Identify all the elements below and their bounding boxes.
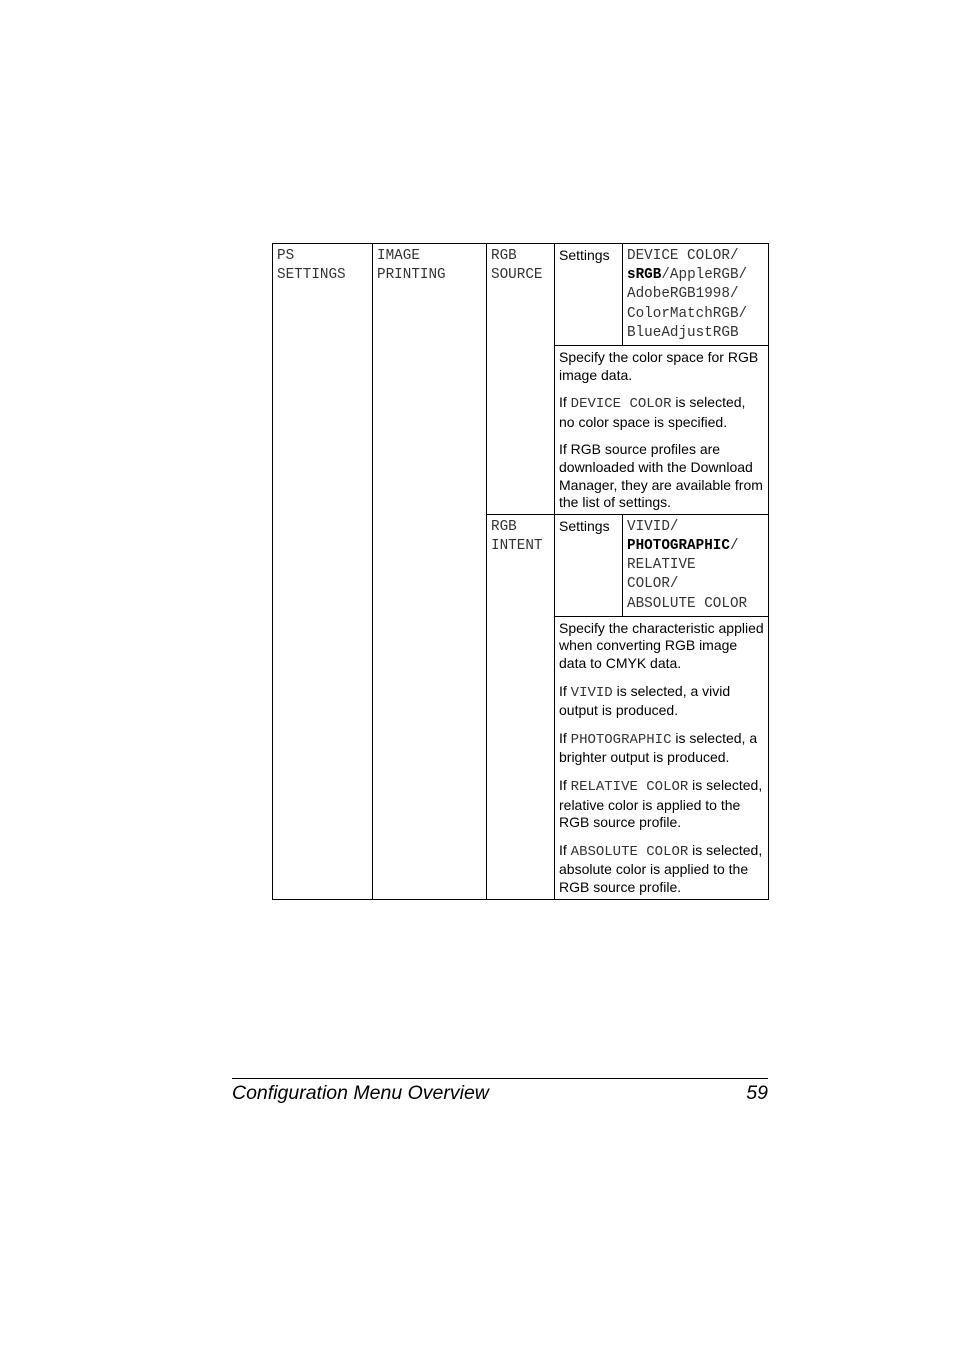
rgb-intent-cell: RGB INTENT — [487, 514, 555, 899]
rgb-intent-options-after: / RELATIVE COLOR/ ABSOLUTE COLOR — [627, 537, 748, 612]
footer-divider — [232, 1078, 768, 1079]
desc-text: is selected, a vivid output is produced. — [559, 682, 731, 719]
page-number: 59 — [746, 1082, 768, 1104]
desc-code: PHOTOGRAPHIC — [570, 731, 672, 748]
desc-code: DEVICE COLOR — [570, 396, 672, 413]
table-row — [273, 244, 769, 346]
desc-text: If — [559, 776, 571, 793]
desc-text: is selected, relative color is applied to the RGB source profile. — [559, 776, 763, 831]
rgb-intent-desc-p1: Specify the characteristic applied when converting RGB image data to CMYK data. — [559, 619, 764, 671]
rgb-intent-options — [623, 514, 769, 616]
rgb-intent-options-before: VIVID/ — [627, 518, 679, 535]
desc-code: VIVID — [570, 684, 613, 701]
desc-code: RELATIVE COLOR — [570, 778, 689, 795]
rgb-intent-desc-p3 — [559, 730, 764, 767]
rgb-source-desc-p3: If RGB source profiles are downloaded with the Download Manager, they are available from the list of settings. — [559, 441, 763, 511]
rgb-intent-desc-p4 — [559, 777, 764, 832]
desc-text: If — [559, 729, 571, 746]
rgb-source-options-after: /AppleRGB/ AdobeRGB1998/ ColorMatchRGB/ BlueAdjustRGB — [627, 267, 748, 341]
menu-level2-cell: IMAGE PRINTING — [373, 244, 487, 900]
rgb-source-settings-label: Settings — [555, 244, 623, 346]
rgb-intent-desc-p2 — [559, 683, 764, 720]
rgb-intent-description — [555, 616, 769, 899]
desc-text: is selected, a brighter output is produced. — [559, 729, 758, 766]
rgb-intent-settings-label: Settings — [555, 514, 623, 616]
rgb-source-options-before: DEVICE COLOR/ — [627, 248, 739, 264]
footer-title: Configuration Menu Overview — [232, 1082, 489, 1104]
rgb-intent-default-option: PHOTOGRAPHIC — [627, 537, 730, 554]
rgb-source-options — [623, 244, 769, 346]
desc-code: ABSOLUTE COLOR — [570, 843, 689, 860]
rgb-source-default-option: sRGB — [627, 267, 662, 284]
menu-level1-cell: PS SETTINGS — [273, 244, 373, 900]
desc-text: If — [559, 682, 571, 699]
desc-text: If — [559, 394, 571, 411]
desc-text: If — [559, 841, 571, 858]
rgb-source-desc-p2 — [559, 394, 764, 431]
rgb-source-description — [555, 346, 769, 515]
rgb-intent-desc-p5 — [559, 842, 764, 897]
desc-text: is selected, absolute color is applied to the RGB source profile. — [559, 841, 763, 895]
rgb-source-desc-p1: Specify the color space for RGB image data. — [559, 349, 759, 383]
configuration-menu-table — [272, 243, 769, 900]
desc-text: is selected, no color space is specified. — [559, 394, 746, 430]
rgb-source-cell: RGB SOURCE — [487, 244, 555, 515]
